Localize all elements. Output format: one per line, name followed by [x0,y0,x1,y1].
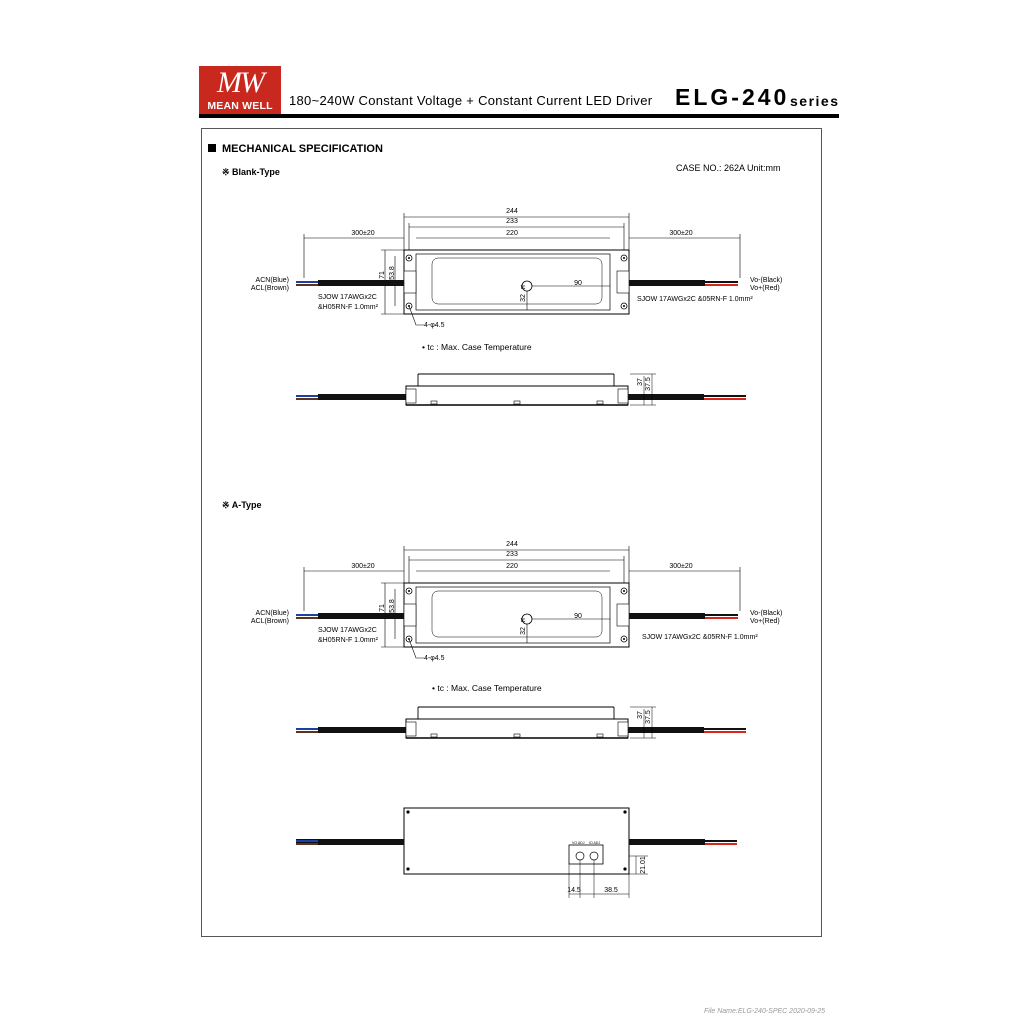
a-dim-side-h1: 37 [637,711,644,719]
dim-mount-height: 53.8 [389,266,396,280]
input-label-acl: ACL(Brown) [250,285,289,292]
logo-mark: MW [217,66,263,99]
case-number: CASE NO.: 262A Unit:mm [676,163,781,173]
dim-tc-x: 90 [574,280,582,287]
dim-height: 71 [379,271,386,279]
cable-out-spec: SJOW 17AWGx2C &05RN-F 1.0mm² [637,296,753,303]
a-cable-out-spec: SJOW 17AWGx2C &05RN-F 1.0mm² [642,634,758,641]
cable-in-spec-1: SJOW 17AWGx2C [318,294,377,301]
a-pot-label-i: IO ADJ [589,841,601,845]
a-type-tc-note: • tc : Max. Case Temperature [432,683,542,693]
dim-overall: 244 [506,208,518,215]
a-dim-cable-right: 300±20 [669,563,693,570]
dim-holes: 4-φ4.5 [424,322,445,329]
logo-text: MEAN WELL [207,100,273,112]
svg-text:tc: tc [520,285,526,291]
a-dim-tc-x: 90 [574,613,582,620]
a-cable-in-spec-2: &H05RN-F 1.0mm² [318,637,378,644]
output-label-vo-pos: Vo+(Red) [750,285,780,292]
a-output-label-vo-pos: Vo+(Red) [750,618,780,625]
file-name-footer: File Name:ELG-240-SPEC 2020-09-25 [703,1008,825,1015]
svg-text:tc: tc [520,618,526,624]
a-dim-overall: 244 [506,541,518,548]
a-type-bottom-view [296,808,737,898]
dim-side-h2: 37.5 [645,377,652,391]
a-cable-in-spec-1: SJOW 17AWGx2C [318,627,377,634]
blank-type-label: ※ Blank-Type [222,167,280,177]
a-pot-label-v: VO ADJ [572,841,585,845]
model-name: ELG-240 [675,84,790,110]
a-dim-height: 71 [379,604,386,612]
dim-cable-right: 300±20 [669,230,693,237]
a-dim-pot-i: 38.5 [604,887,618,894]
a-dim-side-h2: 37.5 [645,710,652,724]
a-dim-pot-v: 14.5 [567,887,581,894]
a-input-label-acn: ACN(Blue) [255,610,289,617]
a-output-label-vo-neg: Vo-(Black) [750,610,783,617]
a-dim-body: 220 [506,563,518,570]
cable-in-spec-2: &H05RN-F 1.0mm² [318,304,378,311]
a-dim-pot-y: 21.01 [640,856,647,874]
input-label-acn: ACN(Blue) [255,277,289,284]
dim-side-h1: 37 [637,378,644,386]
blank-type-side-view [296,374,746,405]
a-dim-cable-left: 300±20 [351,563,375,570]
a-dim-mount-height: 53.8 [389,599,396,613]
dim-tc-y: 32 [520,294,527,302]
dim-cable-left: 300±20 [351,230,375,237]
model-series: series [790,93,840,109]
dim-body: 220 [506,230,518,237]
a-dim-holes: 4-φ4.5 [424,655,445,662]
output-label-vo-neg: Vo-(Black) [750,277,783,284]
a-dim-mount: 233 [506,551,518,558]
a-dim-tc-y: 32 [520,627,527,635]
a-type-label: ※ A-Type [222,500,262,510]
product-description: 180~240W Constant Voltage + Constant Current LED Driver [289,93,653,108]
section-title-text: MECHANICAL SPECIFICATION [222,143,383,155]
a-input-label-acl: ACL(Brown) [250,618,289,625]
dim-mount: 233 [506,218,518,225]
a-type-side-view [296,707,746,738]
blank-type-tc-note: • tc : Max. Case Temperature [422,342,532,352]
